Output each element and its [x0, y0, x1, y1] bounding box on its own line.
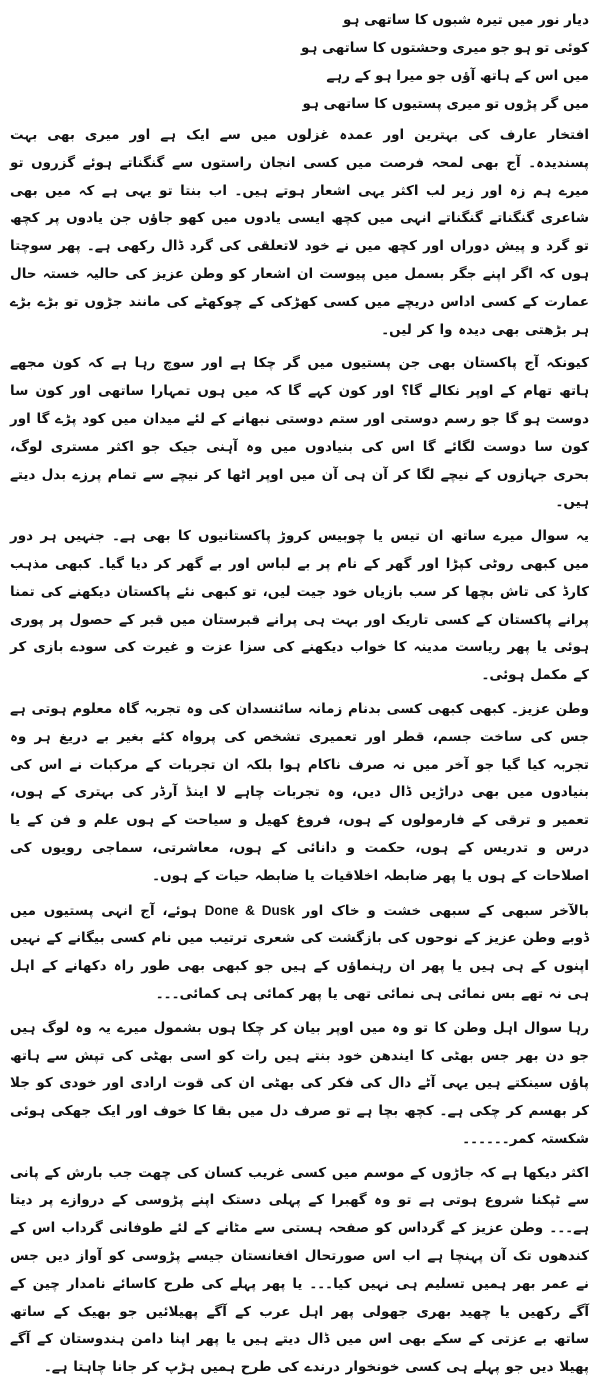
- paragraph-6: رہا سوال اہل وطن کا تو وہ میں اوپر بیان کر چکا ہوں بشمول میرے یہ وہ لوگ ہیں جو دن بھر جس بھٹی کا ایندھن خود بنتے ہیں رات کو اسی بھٹی کی تپش سے ہاتھ پاؤں سینکتے ہیں یہی آٹے دال کی فکر کی بھٹی ان کی قوت ارادی اور خودی کو جلا کر بھسم کر چکی ہے۔ کچھ بچا ہے تو صرف دل میں بقا کا خوف اور ایک جھکی ہوئی شکستہ کمر۔۔۔۔۔۔: [10, 1019, 589, 1147]
- paragraph-3: یہ سوال میرے ساتھ ان تیس یا چوبیس کروڑ پاکستانیوں کا بھی ہے۔ جنہیں ہر دور میں کبھی روٹی کپڑا اور گھر کے نام پر بے لباس اور بے گھر کر دیا گیا۔ کبھی مذہب کارڈ کی تاش بچھا کر سب بازیاں خود جیت لیں، تو کبھی نئے پاکستان دیکھنے کی تمنا پرانے پاکستان کے کسی تاریک اور بہت ہی پرانے قبرستان میں قبر کے حصول پر پوری ہوئی یا پھر ریاست مدینہ کا خواب دیکھنے کی سزا عزت و غیرت کی سودے بازی کر کے مکمل ہوئی۔: [10, 528, 589, 684]
- paragraph-7: اکثر دیکھا ہے کہ جاڑوں کے موسم میں کسی غریب کسان کی چھت جب بارش کے پانی سے ٹپکنا شروع ہوتی ہے تو وہ گھبرا کے پہلی دستک اپنے پڑوسی کے دروازے پر دیتا ہے۔۔۔ وطن عزیز کے گرداس کو صفحہ ہستی سے مٹانے کے لئے طوفانی گرداب اس کے کندھوں تک آن پہنچا ہے اب اس صورتحال افغانستان جیسے پڑوسی کو آواز دیں جس نے عمر بھر ہمیں تسلیم ہی نہیں کیا۔۔۔ یا پھر پہلے کی طرح کاسائے نامدار چین کے آگے رکھیں یا چھید بھری جھولی پھر اہل عرب کے آگے پھیلائیں جو بھیک کے ساتھ ساتھ بے عزتی کے سکے بھی اس میں ڈال دیتے ہیں یا پھر اپنا دامن ہندوستان کے آگے پھیلا دیں جو پہلے ہی کسی خونخوار درندے کی طرح ہمیں ہڑپ کر جانا چاہتا ہے۔: [10, 1164, 589, 1376]
- paragraph-2: کیونکہ آج پاکستان بھی جن پستیوں میں گر چکا ہے اور سوچ رہا ہے کہ کون مجھے ہاتھ تھام کے اوپر نکالے گا؟ اور کون کہے گا کہ میں ہوں تمہارا ساتھی اور کون سا دوست ہو گا جو رسم دوستی اور ستم دوستی نبھانے کے لئے میدان میں کود پڑے گا اور کون سا دوست لگائے گا اس کی بنیادوں میں وہ آہنی جیک جو اکثر مستری لوگ، بحری جہازوں کے نیچے لگا کر آن ہی آن میں اوپر اٹھا کر نیچے سے تمام پرزے بدل دیتے ہیں۔: [10, 355, 589, 511]
- paragraph-1: افتخار عارف کی بہترین اور عمدہ غزلوں میں سے ایک ہے اور میری بھی بہت پسندیدہ۔ آج بھی لمحہ فرصت میں کسی انجان راستوں سے گنگناتے ہوئے گزروں تو میرے ہم زہ اور زیر لب اکثر یہی اشعار ہوتے ہیں۔ اب بنتا تو یہی ہے کہ میں بھی شاعری گنگناتے گنگناتے انہی میں کچھ ایسی یادوں میں کھو جاؤں جن یادوں پر کچھ تو گرد و پیش دوراں اور کچھ میں نے خود لاتعلقی کی گرد ڈال رکھی ہے۔ پھر سوچتا ہوں کہ اگر اپنے جگر بسمل میں پیوست ان اشعار کو وطن عزیز کی حالیہ خستہ حال عمارت کے کسی اداس دریچے میں کسی کھڑکی کے چوکھٹے کی مانند جڑوں تو بڑے بڑے ہر بڑھتی بھی دیدہ وا کر لیں۔: [10, 127, 589, 338]
- paragraph-5: بالآخر سبھی کے سبھی خشت و خاک اور Done & Dusk ہوئے، آج انہی پستیوں میں ڈوبے وطن عزیز کے نوحوں کی بازگشت کی شعری ترتیب میں نام کسی بیگانے کے نہیں اپنوں کے ہی ہیں یا پھر ان رہنماؤں کے ہیں جو کبھی بھی طور راہ دکھانے کے اہل ہی نہ تھے بس نمائی ہی نمائی تھی یا پھر کمائی ہی کمائی۔۔۔: [10, 902, 589, 1002]
- poem-line-4: میں گر پڑوں تو میری پستیوں کا ساتھی ہو: [302, 96, 589, 112]
- poem-line-2: کوئی تو ہو جو میری وحشتوں کا ساتھی ہو: [300, 40, 589, 56]
- article-body: [10, 122, 589, 1382]
- paragraph-4: وطن عزیز۔ کبھی کبھی کسی بدنام زمانہ سائنسدان کی وہ تجربہ گاہ معلوم ہوتی ہے جس کی ساخت جسم، قطر اور تعمیری تشخص کی پرواہ کئے بغیر بے دریغ ہر وہ تجربہ کیا گیا جو آخر میں نہ صرف ناکام ہوا بلکہ ان تجربات کے مرکبات نے اس کی بنیادوں میں بھی دراڑیں ڈال دیں، وہ تجربات چاہے لا اینڈ آرڈر کی بہتری کے ہوں، تعمیر و ترقی کے فارمولوں کے ہوں، فروغ کھیل و سیاحت کے ہوں علم و فن کے یا درس و تدریس کے ہوں، حکمت و دانائی کے ہوں، معاشرتی، سماجی رویوں کی اصلاحات کے ہوں یا پھر ضابطہ اخلاقیات یا ضابطہ حیات کے ہوں۔: [10, 700, 589, 884]
- poem-line-1: دیار نور میں تیرہ شبوں کا ساتھی ہو: [343, 12, 589, 28]
- poem-line-3: میں اس کے ہاتھ آؤں جو میرا ہو کے رہے: [326, 68, 589, 84]
- poem-verse: [10, 6, 589, 118]
- inline-english-phrase: Done & Dusk: [204, 902, 295, 918]
